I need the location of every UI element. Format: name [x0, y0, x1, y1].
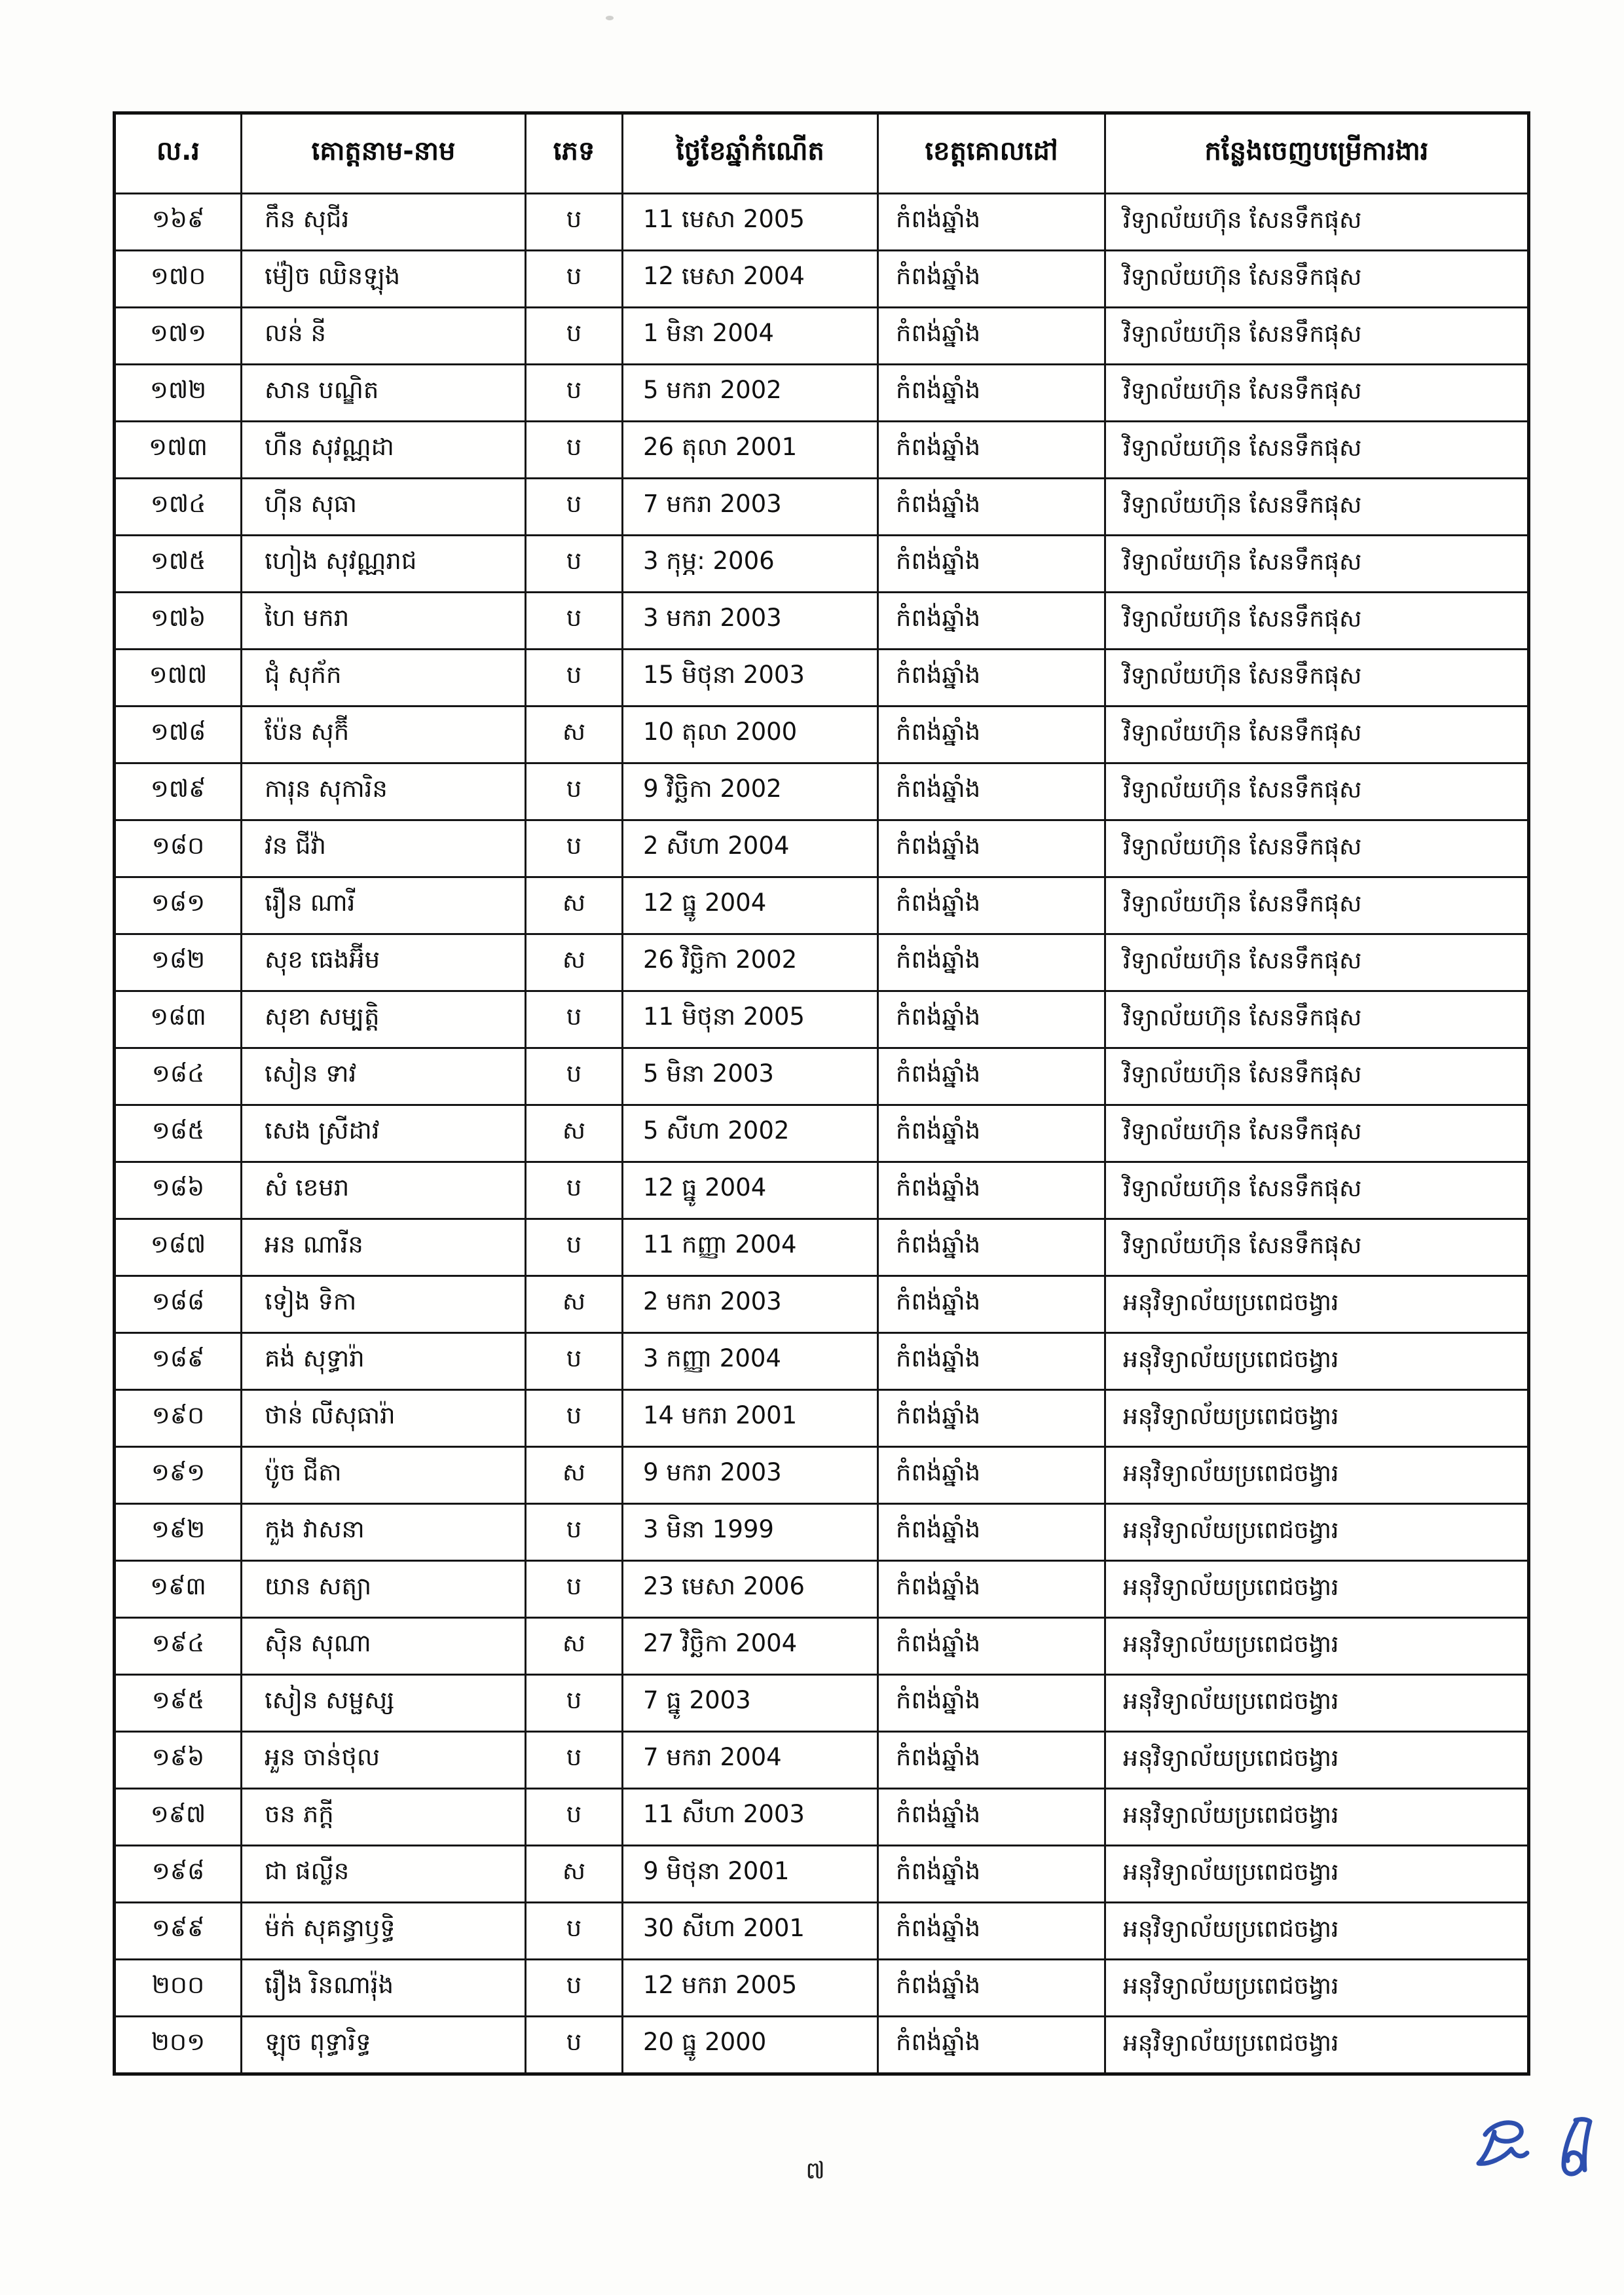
cell-serial-number: ១៨០	[115, 820, 242, 877]
cell-destination-province: កំពង់ឆ្នាំង	[878, 1390, 1105, 1447]
cell-date-of-birth: 9 មករា 2003	[623, 1447, 878, 1504]
table-row	[115, 479, 1529, 536]
cell-date-of-birth: 5 មិនា 2003	[623, 1048, 878, 1105]
cell-date-of-birth: 5 មករា 2002	[623, 365, 878, 422]
cell-gender: ប	[526, 1048, 623, 1105]
cell-work-placement: វិទ្យាល័យហ៊ុន សែនទឹកផុស	[1105, 365, 1529, 422]
signature-strokes-icon	[1460, 2112, 1617, 2191]
table-row	[115, 1219, 1529, 1276]
cell-gender: ស	[526, 1105, 623, 1162]
cell-serial-number: ១៩២	[115, 1504, 242, 1561]
cell-date-of-birth: 11 កញ្ញា 2004	[623, 1219, 878, 1276]
table-body	[115, 194, 1529, 2074]
page-number: ៧	[805, 2157, 825, 2184]
table-row	[115, 1276, 1529, 1333]
cell-gender: ស	[526, 877, 623, 934]
cell-full-name: ចន ភក្ដី	[242, 1789, 526, 1846]
table-row	[115, 1105, 1529, 1162]
cell-serial-number: ១៧២	[115, 365, 242, 422]
table-row	[115, 1447, 1529, 1504]
cell-full-name: ជា ផល្លីន	[242, 1846, 526, 1903]
cell-date-of-birth: 7 មករា 2003	[623, 479, 878, 536]
cell-full-name: ឡុច ពុទ្ធារិទ្ធ	[242, 2017, 526, 2074]
cell-serial-number: ១៧៨	[115, 707, 242, 763]
cell-destination-province: កំពង់ឆ្នាំង	[878, 2017, 1105, 2074]
cell-full-name: ហៃ មករា	[242, 593, 526, 650]
cell-gender: ប	[526, 991, 623, 1048]
cell-gender: ប	[526, 1675, 623, 1732]
cell-serial-number: ១៦៩	[115, 194, 242, 251]
table-row	[115, 536, 1529, 593]
cell-work-placement: អនុវិទ្យាល័យប្រពេជចង្វារ	[1105, 1561, 1529, 1618]
cell-work-placement: វិទ្យាល័យហ៊ុន សែនទឹកផុស	[1105, 1219, 1529, 1276]
cell-serial-number: ១៨៧	[115, 1219, 242, 1276]
cell-work-placement: វិទ្យាល័យហ៊ុន សែនទឹកផុស	[1105, 308, 1529, 365]
cell-work-placement: អនុវិទ្យាល័យប្រពេជចង្វារ	[1105, 1903, 1529, 1960]
cell-serial-number: ១៧៥	[115, 536, 242, 593]
table-row	[115, 1846, 1529, 1903]
cell-full-name: សុខ ធេងអ៊ីម	[242, 934, 526, 991]
cell-work-placement: អនុវិទ្យាល័យប្រពេជចង្វារ	[1105, 1675, 1529, 1732]
cell-serial-number: ១៩៤	[115, 1618, 242, 1675]
cell-serial-number: ១៨៣	[115, 991, 242, 1048]
cell-work-placement: អនុវិទ្យាល័យប្រពេជចង្វារ	[1105, 1504, 1529, 1561]
cell-serial-number: ១៧០	[115, 251, 242, 308]
cell-date-of-birth: 20 ធ្នូ 2000	[623, 2017, 878, 2074]
cell-serial-number: ១៨៥	[115, 1105, 242, 1162]
cell-work-placement: វិទ្យាល័យហ៊ុន សែនទឹកផុស	[1105, 194, 1529, 251]
cell-gender: ប	[526, 1162, 623, 1219]
cell-date-of-birth: 11 មិថុនា 2005	[623, 991, 878, 1048]
cell-destination-province: កំពង់ឆ្នាំង	[878, 1561, 1105, 1618]
cell-full-name: សំ ខេមរា	[242, 1162, 526, 1219]
cell-serial-number: ១៩៣	[115, 1561, 242, 1618]
cell-gender: ប	[526, 308, 623, 365]
cell-full-name: ជុំ សុក័ក	[242, 650, 526, 707]
cell-destination-province: កំពង់ឆ្នាំង	[878, 593, 1105, 650]
cell-full-name: សេង ស្រីដាវ	[242, 1105, 526, 1162]
cell-date-of-birth: 1 មិនា 2004	[623, 308, 878, 365]
cell-gender: ប	[526, 1561, 623, 1618]
cell-gender: ស	[526, 1846, 623, 1903]
cell-destination-province: កំពង់ឆ្នាំង	[878, 1219, 1105, 1276]
cell-full-name: កួង វាសនា	[242, 1504, 526, 1561]
table-row	[115, 1162, 1529, 1219]
table-row	[115, 1675, 1529, 1732]
cell-date-of-birth: 3 មិនា 1999	[623, 1504, 878, 1561]
cell-work-placement: អនុវិទ្យាល័យប្រពេជចង្វារ	[1105, 1447, 1529, 1504]
cell-gender: ប	[526, 820, 623, 877]
cell-gender: ប	[526, 593, 623, 650]
cell-date-of-birth: 9 វិច្ឆិកា 2002	[623, 763, 878, 820]
cell-serial-number: ១៧៦	[115, 593, 242, 650]
cell-date-of-birth: 9 មិថុនា 2001	[623, 1846, 878, 1903]
student-roster-table	[113, 111, 1530, 2076]
cell-serial-number: ១៧៧	[115, 650, 242, 707]
cell-gender: ស	[526, 1447, 623, 1504]
cell-work-placement: វិទ្យាល័យហ៊ុន សែនទឹកផុស	[1105, 650, 1529, 707]
cell-serial-number: ១៨៦	[115, 1162, 242, 1219]
cell-full-name: ការុន សុការិន	[242, 763, 526, 820]
cell-destination-province: កំពង់ឆ្នាំង	[878, 707, 1105, 763]
table-row	[115, 194, 1529, 251]
cell-work-placement: អនុវិទ្យាល័យប្រពេជចង្វារ	[1105, 1732, 1529, 1789]
table-row	[115, 1960, 1529, 2017]
cell-date-of-birth: 27 វិច្ឆិកា 2004	[623, 1618, 878, 1675]
cell-serial-number: ១៧៣	[115, 422, 242, 479]
cell-destination-province: កំពង់ឆ្នាំង	[878, 308, 1105, 365]
cell-date-of-birth: 7 ធ្នូ 2003	[623, 1675, 878, 1732]
cell-destination-province: កំពង់ឆ្នាំង	[878, 877, 1105, 934]
table-row	[115, 1504, 1529, 1561]
cell-gender: ស	[526, 1276, 623, 1333]
cell-work-placement: វិទ្យាល័យហ៊ុន សែនទឹកផុស	[1105, 877, 1529, 934]
cell-destination-province: កំពង់ឆ្នាំង	[878, 536, 1105, 593]
cell-work-placement: វិទ្យាល័យហ៊ុន សែនទឹកផុស	[1105, 1162, 1529, 1219]
cell-full-name: រឿង រិនណារ៉ុង	[242, 1960, 526, 2017]
cell-gender: ប	[526, 1903, 623, 1960]
cell-date-of-birth: 15 មិថុនា 2003	[623, 650, 878, 707]
cell-destination-province: កំពង់ឆ្នាំង	[878, 1048, 1105, 1105]
cell-work-placement: អនុវិទ្យាល័យប្រពេជចង្វារ	[1105, 1390, 1529, 1447]
cell-serial-number: ១៨៤	[115, 1048, 242, 1105]
cell-serial-number: ២០១	[115, 2017, 242, 2074]
cell-destination-province: កំពង់ឆ្នាំង	[878, 1276, 1105, 1333]
cell-serial-number: ១៨១	[115, 877, 242, 934]
cell-full-name: សុខា សម្បត្តិ	[242, 991, 526, 1048]
cell-gender: ប	[526, 1960, 623, 2017]
table-row	[115, 1618, 1529, 1675]
cell-gender: ប	[526, 536, 623, 593]
cell-work-placement: វិទ្យាល័យហ៊ុន សែនទឹកផុស	[1105, 1048, 1529, 1105]
header-work-placement: កន្លែងចេញបម្រើការងារ	[1105, 113, 1529, 194]
cell-full-name: ហៀង សុវណ្ណរាជ	[242, 536, 526, 593]
cell-date-of-birth: 5 សីហា 2002	[623, 1105, 878, 1162]
cell-date-of-birth: 11 សីហា 2003	[623, 1789, 878, 1846]
table-row	[115, 2017, 1529, 2074]
cell-destination-province: កំពង់ឆ្នាំង	[878, 1732, 1105, 1789]
cell-work-placement: វិទ្យាល័យហ៊ុន សែនទឹកផុស	[1105, 820, 1529, 877]
table-row	[115, 991, 1529, 1048]
cell-gender: ស	[526, 1618, 623, 1675]
cell-gender: ប	[526, 1789, 623, 1846]
cell-destination-province: កំពង់ឆ្នាំង	[878, 479, 1105, 536]
table-header	[115, 113, 1529, 194]
cell-date-of-birth: 11 មេសា 2005	[623, 194, 878, 251]
cell-destination-province: កំពង់ឆ្នាំង	[878, 365, 1105, 422]
table-row	[115, 820, 1529, 877]
cell-full-name: ហឺន សុវណ្ណដា	[242, 422, 526, 479]
table-row	[115, 422, 1529, 479]
cell-work-placement: វិទ្យាល័យហ៊ុន សែនទឹកផុស	[1105, 536, 1529, 593]
table-row	[115, 1390, 1529, 1447]
header-date-of-birth: ថ្ងៃខែឆ្នាំកំណើត	[623, 113, 878, 194]
table-row	[115, 763, 1529, 820]
table-row	[115, 1732, 1529, 1789]
scan-speck-artifact	[606, 16, 614, 20]
cell-serial-number: ១៩៥	[115, 1675, 242, 1732]
cell-full-name: ប៉ែន សុក៊ី	[242, 707, 526, 763]
cell-gender: ប	[526, 479, 623, 536]
cell-serial-number: ១៩១	[115, 1447, 242, 1504]
cell-destination-province: កំពង់ឆ្នាំង	[878, 1504, 1105, 1561]
cell-date-of-birth: 2 សីហា 2004	[623, 820, 878, 877]
cell-destination-province: កំពង់ឆ្នាំង	[878, 1162, 1105, 1219]
cell-date-of-birth: 12 ធ្នូ 2004	[623, 877, 878, 934]
cell-serial-number: ១៧១	[115, 308, 242, 365]
header-serial-number: ល.រ	[115, 113, 242, 194]
header-destination-province: ខេត្តគោលដៅ	[878, 113, 1105, 194]
cell-destination-province: កំពង់ឆ្នាំង	[878, 1447, 1105, 1504]
table-row	[115, 877, 1529, 934]
cell-destination-province: កំពង់ឆ្នាំង	[878, 1675, 1105, 1732]
cell-work-placement: វិទ្យាល័យហ៊ុន សែនទឹកផុស	[1105, 991, 1529, 1048]
cell-full-name: អួន ចាន់ថុល	[242, 1732, 526, 1789]
cell-gender: ប	[526, 2017, 623, 2074]
cell-date-of-birth: 3 មករា 2003	[623, 593, 878, 650]
cell-date-of-birth: 12 មេសា 2004	[623, 251, 878, 308]
table-row	[115, 1048, 1529, 1105]
cell-serial-number: ១៨៩	[115, 1333, 242, 1390]
cell-date-of-birth: 3 កុម្ភ: 2006	[623, 536, 878, 593]
header-gender: ភេទ	[526, 113, 623, 194]
cell-date-of-birth: 7 មករា 2004	[623, 1732, 878, 1789]
cell-date-of-birth: 12 មករា 2005	[623, 1960, 878, 2017]
cell-work-placement: អនុវិទ្យាល័យប្រពេជចង្វារ	[1105, 1276, 1529, 1333]
table-row	[115, 934, 1529, 991]
cell-destination-province: កំពង់ឆ្នាំង	[878, 650, 1105, 707]
cell-full-name: យាន សត្យា	[242, 1561, 526, 1618]
cell-serial-number: ១៩៦	[115, 1732, 242, 1789]
cell-full-name: ម៉ក់ សុគន្ធាឫទ្ធិ	[242, 1903, 526, 1960]
cell-work-placement: វិទ្យាល័យហ៊ុន សែនទឹកផុស	[1105, 763, 1529, 820]
cell-full-name: សៀន សម្ផស្ស	[242, 1675, 526, 1732]
cell-work-placement: អនុវិទ្យាល័យប្រពេជចង្វារ	[1105, 2017, 1529, 2074]
cell-full-name: អន ណារីន	[242, 1219, 526, 1276]
cell-work-placement: វិទ្យាល័យហ៊ុន សែនទឹកផុស	[1105, 934, 1529, 991]
table-row	[115, 365, 1529, 422]
cell-work-placement: អនុវិទ្យាល័យប្រពេជចង្វារ	[1105, 1333, 1529, 1390]
cell-full-name: ស៊ិន សុណា	[242, 1618, 526, 1675]
cell-gender: ប	[526, 1504, 623, 1561]
cell-work-placement: អនុវិទ្យាល័យប្រពេជចង្វារ	[1105, 1789, 1529, 1846]
cell-serial-number: ១៧៤	[115, 479, 242, 536]
table-row	[115, 1561, 1529, 1618]
table-row	[115, 707, 1529, 763]
cell-full-name: លន់ នី	[242, 308, 526, 365]
cell-date-of-birth: 2 មករា 2003	[623, 1276, 878, 1333]
cell-gender: ប	[526, 1732, 623, 1789]
cell-destination-province: កំពង់ឆ្នាំង	[878, 763, 1105, 820]
cell-work-placement: វិទ្យាល័យហ៊ុន សែនទឹកផុស	[1105, 251, 1529, 308]
cell-gender: ប	[526, 1390, 623, 1447]
table-row	[115, 1789, 1529, 1846]
cell-full-name: រឿន ណារី	[242, 877, 526, 934]
table-row	[115, 1903, 1529, 1960]
cell-gender: ប	[526, 251, 623, 308]
cell-gender: ស	[526, 934, 623, 991]
cell-full-name: សៀន ទាវ	[242, 1048, 526, 1105]
cell-destination-province: កំពង់ឆ្នាំង	[878, 1105, 1105, 1162]
cell-full-name: កឹន សុជីរ	[242, 194, 526, 251]
cell-destination-province: កំពង់ឆ្នាំង	[878, 1333, 1105, 1390]
cell-full-name: សាន បណ្ឌិត	[242, 365, 526, 422]
cell-date-of-birth: 3 កញ្ញា 2004	[623, 1333, 878, 1390]
cell-date-of-birth: 12 ធ្នូ 2004	[623, 1162, 878, 1219]
cell-date-of-birth: 30 សីហា 2001	[623, 1903, 878, 1960]
cell-destination-province: កំពង់ឆ្នាំង	[878, 820, 1105, 877]
cell-gender: ប	[526, 422, 623, 479]
cell-gender: ស	[526, 707, 623, 763]
cell-date-of-birth: 26 តុលា 2001	[623, 422, 878, 479]
cell-full-name: ហ៊ីន សុធា	[242, 479, 526, 536]
header-full-name: គោត្តនាម-នាម	[242, 113, 526, 194]
cell-destination-province: កំពង់ឆ្នាំង	[878, 422, 1105, 479]
cell-full-name: គង់ សុទ្ធារ៉ា	[242, 1333, 526, 1390]
cell-full-name: ប៉ូច ជីតា	[242, 1447, 526, 1504]
cell-full-name: ទៀង ទិកា	[242, 1276, 526, 1333]
cell-work-placement: វិទ្យាល័យហ៊ុន សែនទឹកផុស	[1105, 593, 1529, 650]
cell-destination-province: កំពង់ឆ្នាំង	[878, 1846, 1105, 1903]
cell-serial-number: ១៧៩	[115, 763, 242, 820]
cell-work-placement: អនុវិទ្យាល័យប្រពេជចង្វារ	[1105, 1618, 1529, 1675]
cell-full-name: វន ជីវ៉ា	[242, 820, 526, 877]
cell-full-name: ថាន់ លីសុធារ៉ា	[242, 1390, 526, 1447]
cell-serial-number: ១៨២	[115, 934, 242, 991]
cell-gender: ប	[526, 1333, 623, 1390]
cell-serial-number: ២០០	[115, 1960, 242, 2017]
cell-destination-province: កំពង់ឆ្នាំង	[878, 1903, 1105, 1960]
cell-destination-province: កំពង់ឆ្នាំង	[878, 1789, 1105, 1846]
cell-destination-province: កំពង់ឆ្នាំង	[878, 1618, 1105, 1675]
cell-date-of-birth: 10 តុលា 2000	[623, 707, 878, 763]
cell-gender: ប	[526, 365, 623, 422]
cell-destination-province: កំពង់ឆ្នាំង	[878, 251, 1105, 308]
table-row	[115, 308, 1529, 365]
table-row	[115, 593, 1529, 650]
cell-destination-province: កំពង់ឆ្នាំង	[878, 934, 1105, 991]
cell-serial-number: ១៩៩	[115, 1903, 242, 1960]
cell-work-placement: វិទ្យាល័យហ៊ុន សែនទឹកផុស	[1105, 707, 1529, 763]
cell-serial-number: ១៩៧	[115, 1789, 242, 1846]
cell-work-placement: វិទ្យាល័យហ៊ុន សែនទឹកផុស	[1105, 1105, 1529, 1162]
cell-gender: ប	[526, 650, 623, 707]
handwritten-initials-blue-ink	[1460, 2112, 1617, 2191]
table-row	[115, 650, 1529, 707]
cell-gender: ប	[526, 1219, 623, 1276]
cell-serial-number: ១៩៨	[115, 1846, 242, 1903]
cell-work-placement: វិទ្យាល័យហ៊ុន សែនទឹកផុស	[1105, 479, 1529, 536]
cell-gender: ប	[526, 194, 623, 251]
cell-date-of-birth: 23 មេសា 2006	[623, 1561, 878, 1618]
cell-work-placement: អនុវិទ្យាល័យប្រពេជចង្វារ	[1105, 1960, 1529, 2017]
cell-destination-province: កំពង់ឆ្នាំង	[878, 1960, 1105, 2017]
cell-gender: ប	[526, 763, 623, 820]
cell-destination-province: កំពង់ឆ្នាំង	[878, 991, 1105, 1048]
table-row	[115, 251, 1529, 308]
cell-work-placement: វិទ្យាល័យហ៊ុន សែនទឹកផុស	[1105, 422, 1529, 479]
cell-serial-number: ១៨៨	[115, 1276, 242, 1333]
cell-full-name: ម៉ៀច ឈិនឡុង	[242, 251, 526, 308]
cell-date-of-birth: 26 វិច្ឆិកា 2002	[623, 934, 878, 991]
table-row	[115, 1333, 1529, 1390]
cell-date-of-birth: 14 មករា 2001	[623, 1390, 878, 1447]
cell-serial-number: ១៩០	[115, 1390, 242, 1447]
cell-destination-province: កំពង់ឆ្នាំង	[878, 194, 1105, 251]
cell-work-placement: អនុវិទ្យាល័យប្រពេជចង្វារ	[1105, 1846, 1529, 1903]
